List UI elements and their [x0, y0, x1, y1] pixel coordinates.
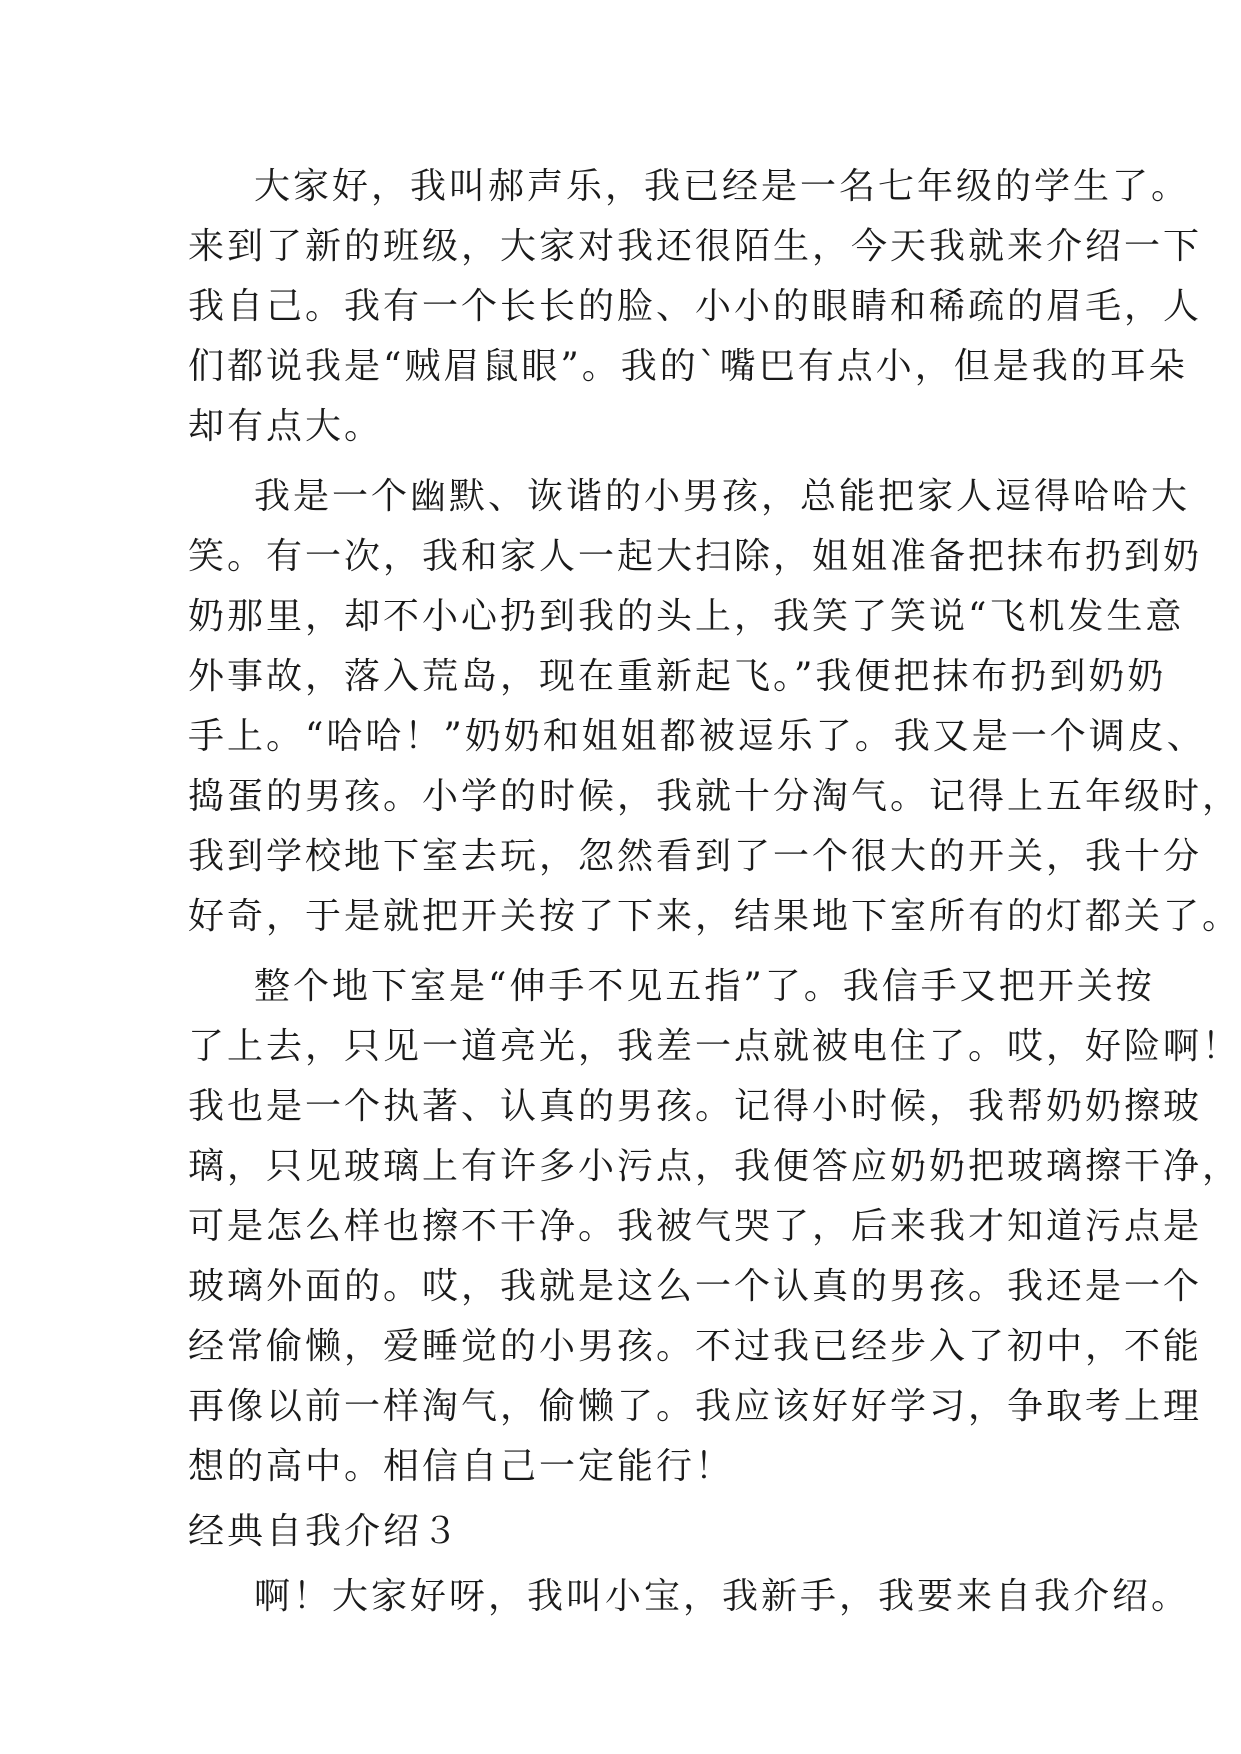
paragraph-line: 啊！大家好呀，我叫小宝，我新手，我要来自我介绍。 [254, 1576, 1191, 1617]
paragraph-line: 我到学校地下室去玩，忽然看到了一个很大的开关，我十分 [188, 836, 1203, 877]
paragraph-line: 好奇，于是就把开关按了下来，结果地下室所有的灯都关了。 [188, 896, 1241, 937]
paragraph-line: 们都说我是“贼眉鼠眼”。我的`嘴巴有点小，但是我的耳朵 [188, 346, 1188, 387]
paragraph-line: 大家好，我叫郝声乐，我已经是一名七年级的学生了。 [254, 166, 1191, 207]
paragraph-line: 璃，只见玻璃上有许多小污点，我便答应奶奶把玻璃擦干净， [188, 1146, 1241, 1187]
paragraph-line: 捣蛋的男孩。小学的时候，我就十分淘气。记得上五年级时， [188, 776, 1241, 817]
paragraph-line: 来到了新的班级，大家对我还很陌生，今天我就来介绍一下 [188, 226, 1203, 267]
paragraph-line: 却有点大。 [188, 406, 384, 447]
paragraph-line: 玻璃外面的。哎，我就是这么一个认真的男孩。我还是一个 [188, 1266, 1203, 1307]
paragraph-line: 笑。有一次，我和家人一起大扫除，姐姐准备把抹布扔到奶 [188, 536, 1203, 577]
paragraph-line: 手上。“哈哈！”奶奶和姐姐都被逗乐了。我又是一个调皮、 [188, 716, 1206, 757]
paragraph-line: 整个地下室是“伸手不见五指”了。我信手又把开关按 [254, 966, 1155, 1007]
paragraph-line: 了上去，只见一道亮光，我差一点就被电住了。哎，好险啊！ [188, 1026, 1241, 1067]
paragraph-line: 再像以前一样淘气，偷懒了。我应该好好学习，争取考上理 [188, 1386, 1203, 1427]
paragraph-line: 想的高中。相信自己一定能行！ [188, 1446, 735, 1487]
paragraph-line: 经常偷懒，爱睡觉的小男孩。不过我已经步入了初中，不能 [188, 1326, 1203, 1367]
paragraph-line: 外事故，落入荒岛，现在重新起飞。”我便把抹布扔到奶奶 [188, 656, 1167, 697]
paragraph-line: 可是怎么样也擦不干净。我被气哭了，后来我才知道污点是 [188, 1206, 1203, 1247]
paragraph-line: 我自己。我有一个长长的脸、小小的眼睛和稀疏的眉毛，人 [188, 286, 1203, 327]
paragraph-line: 我也是一个执著、认真的男孩。记得小时候，我帮奶奶擦玻 [188, 1086, 1203, 1127]
section-heading: 经典自我介绍３ [188, 1511, 462, 1552]
paragraph-line: 我是一个幽默、诙谐的小男孩，总能把家人逗得哈哈大 [254, 476, 1191, 517]
paragraph-line: 奶那里，却不小心扔到我的头上，我笑了笑说“飞机发生意 [188, 596, 1185, 637]
